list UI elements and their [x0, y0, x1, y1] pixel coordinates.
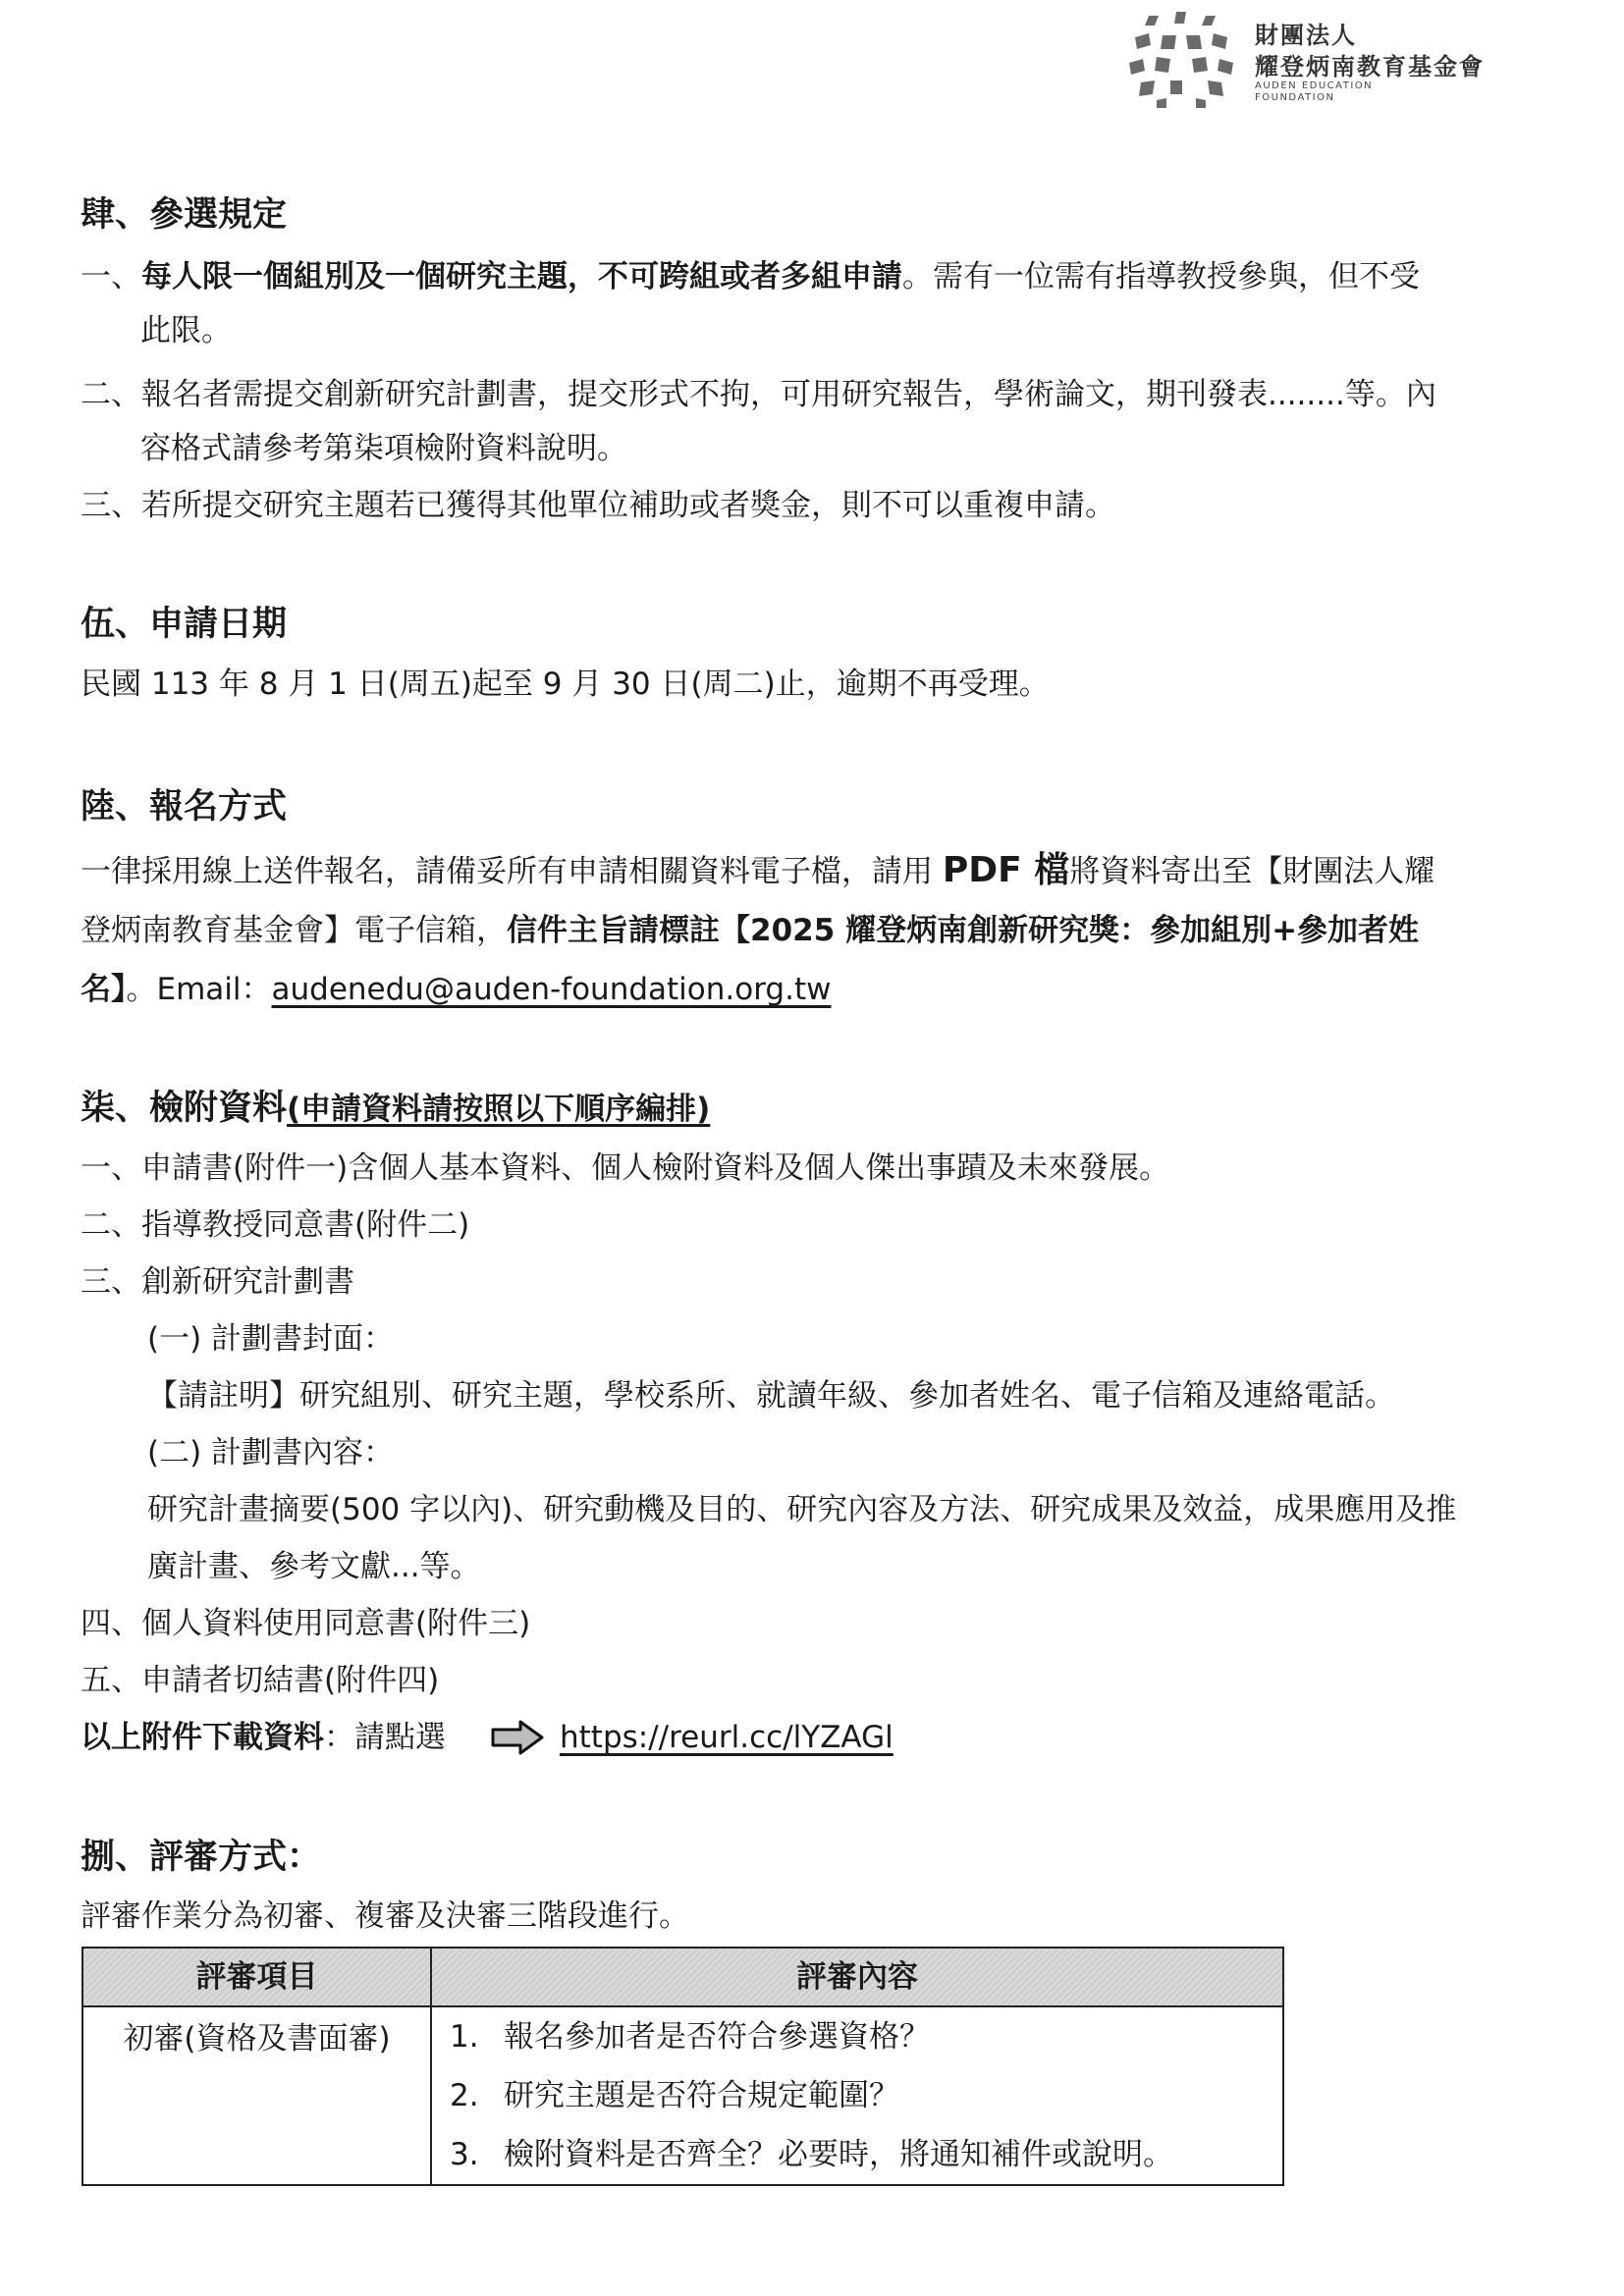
signup-line-1a: 一律採用線上送件報名，請備妥所有申請相關資料電子檔，請用 — [81, 854, 943, 889]
criterion-item — [432, 2125, 1282, 2184]
section-8-title: 捌、評審方式： — [81, 1838, 322, 1877]
pdf-format: PDF 檔 — [942, 850, 1070, 890]
signup-line-3 — [81, 968, 831, 1011]
review-criteria-cell — [431, 2006, 1283, 2185]
plan-sub-2-text-2: 廣計畫、參考文獻...等。 — [147, 1549, 481, 1584]
criterion-text: 檢附資料是否齊全？必要時，將通知補件或說明。 — [504, 2137, 1173, 2172]
criterion-text: 報名參加者是否符合參選資格？ — [504, 2019, 930, 2055]
subject-instruction-end: 名】 — [81, 972, 127, 1007]
criterion-item — [432, 2066, 1282, 2125]
criterion-text: 研究主題是否符合規定範圍？ — [504, 2078, 899, 2113]
subject-instruction: 信件主旨請標註【2025 耀登炳南創新研究獎：參加組別+參加者姓 — [507, 913, 1420, 948]
rule-item-3: 三、若所提交研究主題若已獲得其他單位補助或者獎金，則不可以重複申請。 — [81, 488, 1115, 523]
logo-name-line1: 財團法人 — [1255, 22, 1357, 49]
application-dates: 民國 113 年 8 月 1 日(周五)起至 9 月 30 日(周二)止，逾期不再受理。 — [81, 667, 1050, 702]
download-link[interactable]: https://reurl.cc/lYZAGl — [560, 1720, 893, 1755]
header-review-item: 評審項目 — [82, 1948, 431, 2006]
plan-sub-1-text: 【請註明】研究組別、研究主題，學校系所、就讀年級、參加者姓名、電子信箱及連絡電話。 — [147, 1378, 1395, 1414]
review-table — [81, 1947, 1284, 2186]
signup-line-2 — [81, 909, 1419, 952]
star-logo-icon — [1127, 12, 1235, 110]
section-7-note: (申請資料請按照以下順序編排) — [287, 1092, 711, 1127]
rule-item-1 — [81, 255, 1420, 298]
plan-sub-2-text-1: 研究計畫摘要(500 字以內)、研究動機及目的、研究內容及方法、研究成果及效益，成果應用及推 — [147, 1492, 1457, 1527]
section-5-title: 伍、申請日期 — [81, 605, 288, 644]
rule-item-2-line2: 容格式請參考第柒項檢附資料說明。 — [140, 431, 627, 466]
table-row — [82, 2006, 1283, 2185]
download-label: 以上附件下載資料 — [81, 1720, 324, 1755]
review-stage-cell: 初審(資格及書面審) — [82, 2006, 431, 2185]
attachment-item-1: 一、申請書(附件一)含個人基本資料、個人檢附資料及個人傑出事蹟及未來發展。 — [81, 1150, 1170, 1186]
rule-1-prefix: 一、 — [81, 259, 141, 294]
logo-en-line1: AUDEN EDUCATION — [1255, 80, 1374, 91]
rule-1-rest: 。需有一位需有指導教授參與，但不受 — [902, 259, 1420, 294]
download-line — [81, 1716, 446, 1759]
email-link[interactable]: audenedu@auden-foundation.org.tw — [271, 972, 832, 1007]
section-4-title: 肆、參選規定 — [81, 195, 288, 235]
rule-item-2-line1: 二、報名者需提交創新研究計劃書，提交形式不拘，可用研究報告，學術論文，期刊發表........等。內 — [81, 377, 1436, 412]
section-7-title-text: 柒、檢附資料 — [81, 1089, 288, 1128]
foundation-logo — [1127, 12, 1530, 110]
attachment-item-5: 五、申請者切結書(附件四) — [81, 1663, 440, 1698]
signup-line-1 — [81, 849, 1435, 893]
download-instruction: ：請點選 — [324, 1720, 446, 1755]
table-header-row — [82, 1948, 1283, 2006]
section-6-title: 陸、報名方式 — [81, 787, 288, 827]
attachment-item-4: 四、個人資料使用同意書(附件三) — [81, 1606, 531, 1641]
right-arrow-icon — [491, 1720, 544, 1755]
email-label: 。Email： — [126, 972, 272, 1007]
signup-line-1b: 將資料寄出至【財團法人耀 — [1069, 854, 1435, 889]
signup-line-2a: 登炳南教育基金會】電子信箱， — [81, 913, 507, 948]
plan-sub-2-title: (二) 計劃書內容： — [147, 1435, 395, 1470]
review-intro: 評審作業分為初審、複審及決審三階段進行。 — [81, 1898, 689, 1934]
criterion-number: 1. — [450, 2019, 479, 2055]
attachment-item-3: 三、創新研究計劃書 — [81, 1264, 354, 1300]
rule-1-bold: 每人限一個組別及一個研究主題，不可跨組或者多組申請 — [141, 259, 902, 294]
rule-item-1-cont: 此限。 — [140, 313, 232, 348]
logo-en-line2: FOUNDATION — [1255, 92, 1335, 103]
criterion-number: 3. — [450, 2137, 479, 2172]
logo-name-line2: 耀登炳南教育基金會 — [1255, 53, 1485, 80]
criterion-number: 2. — [450, 2078, 479, 2113]
attachment-item-2: 二、指導教授同意書(附件二) — [81, 1207, 470, 1243]
header-review-content: 評審內容 — [431, 1948, 1283, 2006]
criterion-item — [432, 2007, 1282, 2066]
plan-sub-1-title: (一) 計劃書封面： — [147, 1321, 395, 1357]
section-7-title — [81, 1085, 710, 1133]
